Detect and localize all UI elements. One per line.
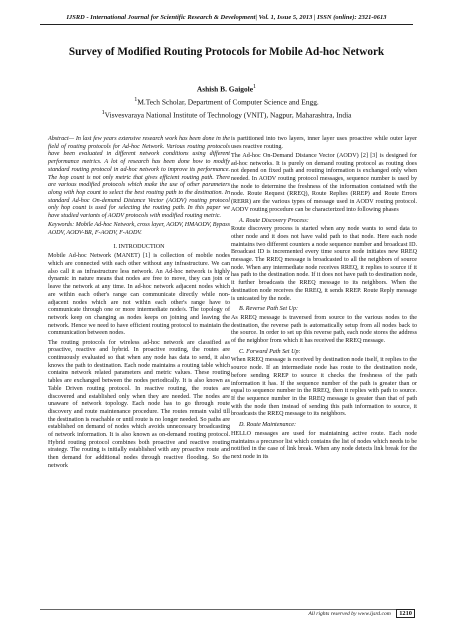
subsection-a-heading: A. Route Discovery Process: xyxy=(239,217,309,224)
author-block xyxy=(0,82,453,121)
subsection-a-text: Route discovery process is started when any node wants to send data to other node and it does not have valid path to that node. Here each node maintains two different counters a node sequence number and broadcast ID. Broadcast ID is incremented every time source node initiates new RREQ message. The RREQ message is broadcasted to all the neighbors of source node. When any intermediate node receives RREQ, it replies to source if it has path to the destination node. If it does not have path to destination node, it further broadcasts the RREQ message to its neighbors. When the destination node receives the RREQ, it sends RREP. Route Reply message is unicasted by the node. xyxy=(231,226,417,302)
keywords: Keywords: Mobile Ad-hoc Network, cross layer, AODV, HMAODV, Bypass AODV, AODV-BR, F-AODV, F-AODV. xyxy=(48,222,230,236)
subsection-c-text: When RREQ message is received by destination node itself, it replies to the source node. If an intermediate node has route to the destination node, before sending RREP to source it checks the freshness of the path information it has. If the sequence number of the path is greater than or equal to sequence number in the RREQ, then it replies with path to source. If the sequence number in the RREQ message is greater than that of path with the node then instead of sending this path information to source, it broadcasts the RREQ message to its neighbors. xyxy=(231,357,417,418)
author-affiliation-2: $^1$Visvesvaraya National Institute of Technology (VNIT), Nagpur, Maharashtra, India xyxy=(101,109,352,120)
page-number: 1210 xyxy=(396,609,415,618)
subsection-d-text: HELLO messages are used for maintaining active route. Each node maintains a precursor list which contains the list of nodes which needs to be notified in the case of link break. When any node detects link break for the next node in its xyxy=(231,430,417,460)
page-footer xyxy=(308,609,415,618)
abstract: Abstract— In last few years extensive research work has been done in the field of routing protocols for Ad-hoc Network. Various routing protocols have been evaluated in different network conditions using different performance metrics. A lot of research has been done how to modify standard routing protocol in ad-hoc network to improve its performance. The hop count is not only metric that gives efficient routing path. There are various modified protocols which make the use of other parameters along with hop count to select the best routing path to the destination. In standard Ad-hoc On-demand Distance Vector (AODV) routing protocol only hop count is used for selecting the routing path. In this paper we have studied variants of AODV protocols with modified routing metric. xyxy=(48,136,230,220)
intro-paragraph-1: Mobile Ad-hoc Network (MANET) [1] is collection of mobile nodes which are connected with each other without any infrastructure. We can also call it as infrastructure less network. An Ad-hoc network is highly dynamic in nature means that nodes are free to move, they can join or leave the network at any time. In ad-hoc network adjacent nodes which are within each other's range can communicate directly while non-adjacent nodes which are not within each other's range have to communicate through one or more intermediate node/s. The topology of network keep on changing as nodes keeps on joining and leaving the network. Hence we need to have efficient routing protocol to maintain the communication between nodes. xyxy=(48,253,230,337)
intro-paragraph-2: The routing protocols for wireless ad-hoc network are classified as proactive, reactive and hybrid. In proactive routing, the routes are continuously evaluated so that when any node has data to send, it also knows the path to destination. Each node maintains a routing table which contains network related parameters and metric values. These routing tables are exchanged between the nodes periodically. It is also known as Table Driven routing protocol. In reactive routing, the routes are discovered and established only when they are needed. The nodes are unaware of network topology. Each node has to go through route discovery and route maintenance procedure. The routes remain valid till the destination is reachable or until route is no longer needed. So paths are established on demand of nodes which avoids unnecessary broadcasting of network information. It is also known as on-demand routing protocol. Hybrid routing protocol combines both proactive and reactive routing strategy. The routing is initially established with any proactive route and then demand for additional nodes through reactive flooding. So the network xyxy=(48,339,230,469)
paper-title: Survey of Modified Routing Protocols for Mobile Ad-hoc Network xyxy=(68,46,385,58)
header-rule xyxy=(40,24,413,25)
subsection-d-heading: D. Route Maintenance: xyxy=(239,422,297,429)
footer-rights: All rights reserved by www.ijsrd.com xyxy=(308,611,391,617)
right-paragraph-1: is partitioned into two layers, inner layer uses proactive while outer layer uses reactive routing. xyxy=(231,136,417,150)
journal-header: IJSRD - International Journal for Scientific Research & Development| Vol. 1, Issue 5, 2013 | ISSN (online): 2321-0613 xyxy=(66,14,387,21)
section-introduction-heading: I. INTRODUCTION xyxy=(113,243,165,250)
right-column xyxy=(231,136,417,463)
right-paragraph-2: The Ad-hoc On-Demand Distance Vector (AODV) [2] [3] is designed for ad-hoc networks. It is purely on demand routing protocol as routing does not depend on fixed path and routing information is exchanged only when needed. In AODV routing protocol messages, sequence number is used by the node to determine the freshness of the information contained with the node. Route Request (RREQ), Route Replies (RREP) and Route Errors (RERR) are the various types of message used in AODV routing protocol. AODV routing procedure can be characterized into following phases xyxy=(231,152,417,213)
subsection-b-heading: B. Reverse Path Set Up: xyxy=(239,306,299,313)
subsection-c-heading: C. Forward Path Set Up: xyxy=(239,348,301,355)
subsection-b-text: As RREQ message is traversed from source to the various nodes to the destination, the reverse path is automatically setup from all nodes back to the source. In order to set up this reverse path, each node stores the address of the neighbor from which it has received the RREQ message. xyxy=(231,314,417,345)
left-column xyxy=(48,136,230,472)
author-affiliation-1: $^1$M.Tech Scholar, Department of Computer Science and Engg. xyxy=(134,96,319,107)
author-name: Ashish B. Gaigole$^1$ xyxy=(196,84,257,94)
